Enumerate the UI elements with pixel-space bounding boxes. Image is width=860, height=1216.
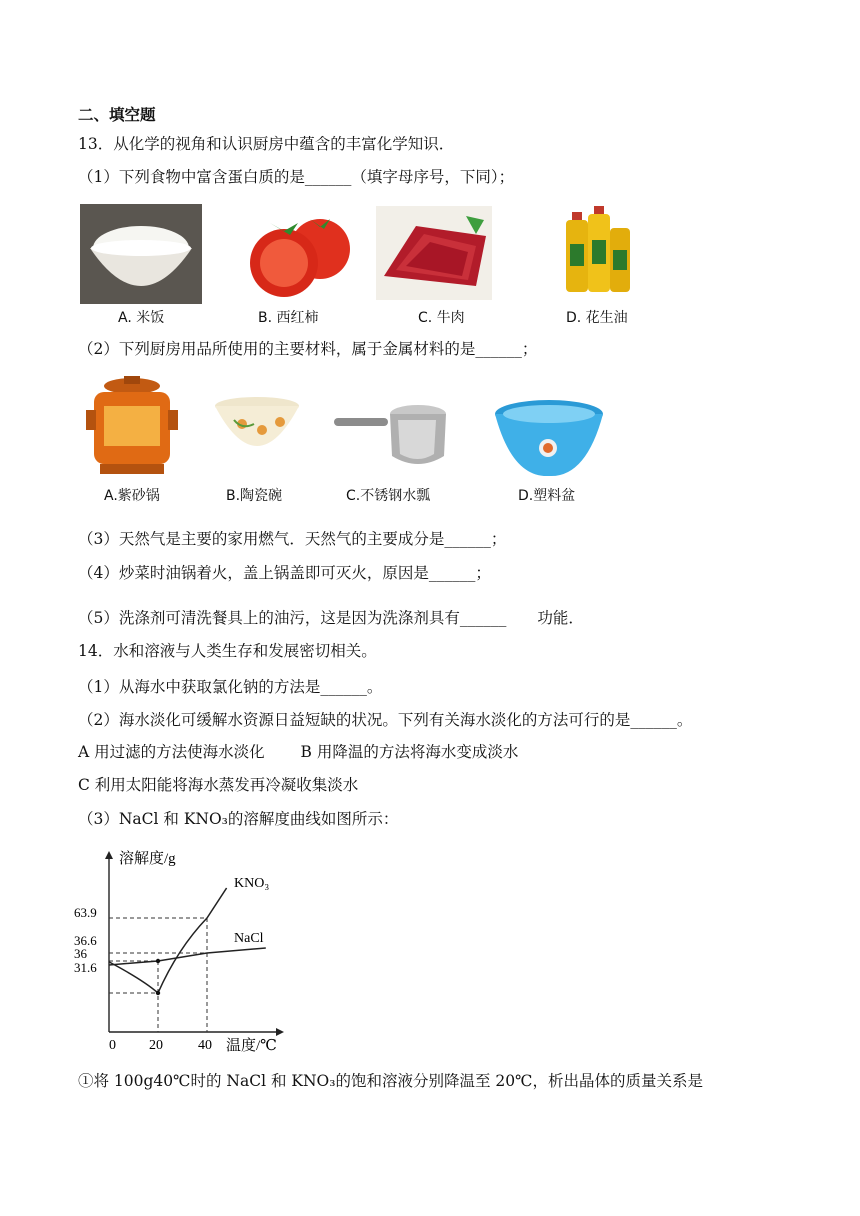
utensil-caption-a: A.紫砂锅 [104, 488, 160, 504]
q14-part3: （3）NaCl 和 KNO₃的溶解度曲线如图所示： [78, 810, 399, 828]
utensil-caption-d: D.塑料盆 [518, 488, 576, 504]
utensil-caption-b: B.陶瓷碗 [226, 488, 283, 504]
y-tick-label: 63.9 [74, 905, 97, 920]
food-caption-a: A. 米饭 [118, 310, 165, 326]
q13-stem: 13．从化学的视角和认识厨房中蕴含的丰富化学知识． [78, 135, 455, 153]
q13-part3: （3）天然气是主要的家用燃气．天然气的主要成分是______； [78, 530, 507, 548]
q14-part1: （1）从海水中获取氯化钠的方法是______。 [78, 678, 383, 696]
y-tick-label: 36.6 [74, 933, 97, 948]
clay-pot-image [84, 372, 180, 478]
kno3-curve [109, 888, 227, 993]
food-caption-b: B. 西红柿 [258, 310, 319, 326]
nacl-curve [109, 948, 266, 965]
y-axis-label: 溶解度/g [119, 851, 176, 867]
kno3-point-20 [156, 991, 160, 995]
y-tick-label: 36 [74, 946, 87, 961]
ceramic-bowl-image [212, 396, 302, 460]
section-heading: 二、填空题 [78, 106, 156, 124]
tomato-image [240, 203, 352, 299]
x-tick-label: 20 [149, 1038, 163, 1053]
food-caption-c: C. 牛肉 [418, 310, 465, 326]
solubility-chart [74, 845, 294, 1055]
q13-part2: （2）下列厨房用品所使用的主要材料，属于金属材料的是______； [78, 340, 538, 358]
q14-subquestion-1: ①将 100g40℃时的 NaCl 和 KNO₃的饱和溶液分别降温至 20℃，析出晶体的质量关系是 [78, 1072, 703, 1090]
utensil-caption-c: C.不锈钢水瓢 [346, 488, 431, 504]
rice-bowl-image [80, 204, 202, 304]
q13-part1: （1）下列食物中富含蛋白质的是______（填字母序号，下同）； [78, 168, 515, 186]
x-axis-arrow [276, 1028, 284, 1036]
q14-stem: 14．水和溶液与人类生存和发展密切相关。 [78, 642, 377, 660]
nacl-point-20 [156, 959, 160, 963]
y-tick-label: 31.6 [74, 960, 97, 975]
q13-part4: （4）炒菜时油锅着火，盖上锅盖即可灭火，原因是______； [78, 564, 491, 582]
y-axis-arrow [105, 851, 113, 859]
q13-part5: （5）洗涤剂可清洗餐具上的油污，这是因为洗涤剂具有______ 功能． [78, 609, 584, 627]
q14-option-c: C 利用太阳能将海水蒸发再冷凝收集淡水 [78, 776, 359, 794]
x-axis-label: 温度/℃ [226, 1038, 277, 1054]
peanut-oil-image [560, 204, 634, 300]
beef-image [376, 206, 492, 300]
q14-part2: （2）海水淡化可缓解水资源日益短缺的状况。下列有关海水淡化的方法可行的是______。 [78, 711, 693, 729]
plastic-basin-image [492, 398, 606, 478]
food-caption-d: D. 花生油 [566, 310, 628, 326]
q14-options-ab: A 用过滤的方法使海水淡化 B 用降温的方法将海水变成淡水 [78, 743, 519, 761]
kno3-label: KNO₃ [234, 876, 270, 891]
x-tick-label: 0 [109, 1038, 116, 1053]
steel-ladle-image [334, 400, 452, 474]
nacl-label: NaCl [234, 931, 264, 946]
x-tick-label: 40 [198, 1038, 212, 1053]
